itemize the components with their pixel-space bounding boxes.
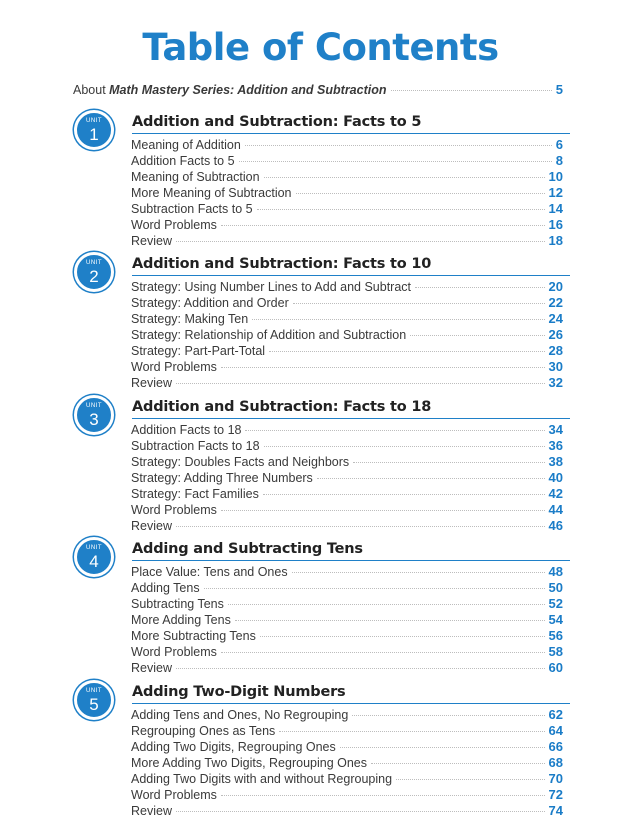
toc-entry-page: 12	[548, 185, 563, 200]
toc-entry[interactable]	[131, 596, 563, 612]
toc-entry-page: 28	[548, 343, 563, 358]
toc-entry-page: 40	[548, 470, 563, 485]
toc-entry-label: Word Problems	[131, 218, 217, 232]
toc-entry-label: Subtracting Tens	[131, 597, 224, 611]
unit-entry-list	[131, 137, 563, 249]
unit-badge-label: UNIT	[86, 403, 102, 409]
dot-leader	[279, 731, 544, 732]
toc-entry-label: Word Problems	[131, 788, 217, 802]
unit-badge-number: 3	[89, 410, 99, 429]
page-title: Table of Contents	[142, 26, 499, 69]
unit-title: Adding Two-Digit Numbers	[132, 684, 570, 704]
unit-entry-list	[131, 422, 563, 534]
toc-entry[interactable]	[131, 295, 563, 311]
unit-badge	[74, 537, 114, 577]
dot-leader	[245, 145, 552, 146]
dot-leader	[221, 652, 545, 653]
toc-entry[interactable]	[131, 233, 563, 249]
toc-entry-label: Adding Tens and Ones, No Regrouping	[131, 708, 349, 722]
toc-entry-label: Meaning of Addition	[131, 138, 241, 152]
toc-entry-label: Strategy: Part-Part-Total	[131, 344, 266, 358]
unit-badge-number: 5	[89, 695, 99, 714]
toc-entry-page: 38	[548, 454, 563, 469]
unit-badge-number: 2	[89, 267, 99, 286]
toc-entry-page: 34	[548, 422, 563, 437]
dot-leader	[353, 462, 544, 463]
toc-entry[interactable]	[131, 375, 563, 391]
dot-leader	[204, 588, 545, 589]
dot-leader	[176, 241, 545, 242]
toc-entry[interactable]	[131, 723, 563, 739]
toc-entry[interactable]	[131, 359, 563, 375]
toc-entry-page: 56	[548, 628, 563, 643]
toc-entry[interactable]	[131, 518, 563, 534]
toc-entry-page: 24	[548, 311, 563, 326]
toc-entry-label: Review	[131, 804, 172, 818]
unit-entry-list	[131, 564, 563, 676]
toc-entry[interactable]	[131, 660, 563, 676]
dot-leader	[245, 430, 544, 431]
toc-entry[interactable]	[131, 755, 563, 771]
toc-entry-page: 72	[548, 787, 563, 802]
unit-entry-list	[131, 279, 563, 391]
dot-leader	[293, 303, 545, 304]
unit-badge	[74, 252, 114, 292]
toc-entry[interactable]	[131, 185, 563, 201]
dot-leader	[221, 510, 545, 511]
unit-title: Addition and Subtraction: Facts to 5	[132, 114, 570, 134]
toc-entry-page: 16	[548, 217, 563, 232]
toc-entry-page: 44	[548, 502, 563, 517]
dot-leader	[352, 715, 544, 716]
toc-entry[interactable]	[131, 137, 563, 153]
unit-badge-label: UNIT	[86, 688, 102, 694]
dot-leader	[340, 747, 545, 748]
unit-badge-number: 4	[89, 552, 99, 571]
dot-leader	[235, 620, 545, 621]
toc-entry-label: Strategy: Addition and Order	[131, 296, 289, 310]
toc-entry[interactable]	[131, 771, 563, 787]
toc-entry-page: 60	[548, 660, 563, 675]
unit-entry-list	[131, 707, 563, 819]
dot-leader	[176, 383, 545, 384]
toc-entry-label: Subtraction Facts to 18	[131, 439, 260, 453]
dot-leader	[296, 193, 545, 194]
about-page-number: 5	[555, 82, 563, 97]
toc-entry[interactable]	[131, 739, 563, 755]
toc-entry[interactable]	[131, 343, 563, 359]
dot-leader	[252, 319, 544, 320]
toc-entry-label: Adding Tens	[131, 581, 200, 595]
toc-entry-page: 20	[548, 279, 563, 294]
toc-entry-page: 22	[548, 295, 563, 310]
dot-leader	[176, 668, 545, 669]
toc-entry-label: Review	[131, 519, 172, 533]
dot-leader	[410, 335, 544, 336]
dot-leader	[260, 636, 545, 637]
toc-entry-label: Review	[131, 661, 172, 675]
toc-entry-label: Review	[131, 234, 172, 248]
toc-entry-label: More Subtracting Tens	[131, 629, 256, 643]
toc-entry-label: Strategy: Adding Three Numbers	[131, 471, 313, 485]
unit-badge	[74, 680, 114, 720]
toc-entry-page: 66	[548, 739, 563, 754]
toc-entry-page: 64	[548, 723, 563, 738]
unit-badge-label: UNIT	[86, 260, 102, 266]
dot-leader	[221, 795, 545, 796]
unit-title: Addition and Subtraction: Facts to 18	[132, 399, 570, 419]
unit-title: Adding and Subtracting Tens	[132, 541, 570, 561]
toc-entry-label: Subtraction Facts to 5	[131, 202, 253, 216]
unit-badge	[74, 395, 114, 435]
about-entry[interactable]	[73, 82, 563, 100]
about-label	[73, 83, 387, 97]
toc-entry-label: Meaning of Subtraction	[131, 170, 260, 184]
dot-leader	[221, 225, 545, 226]
toc-entry[interactable]	[131, 153, 563, 169]
toc-entry[interactable]	[131, 612, 563, 628]
toc-entry-label: Regrouping Ones as Tens	[131, 724, 276, 738]
toc-entry-page: 46	[548, 518, 563, 533]
toc-entry-label: Strategy: Relationship of Addition and Subtraction	[131, 328, 407, 342]
about-prefix: About	[73, 83, 110, 97]
toc-entry-page: 30	[548, 359, 563, 374]
toc-entry[interactable]	[131, 470, 563, 486]
toc-entry-page: 58	[548, 644, 563, 659]
toc-entry-label: Strategy: Doubles Facts and Neighbors	[131, 455, 350, 469]
dot-leader	[228, 604, 545, 605]
dot-leader	[396, 779, 544, 780]
toc-entry-label: Review	[131, 376, 172, 390]
dot-leader	[221, 367, 545, 368]
dot-leader	[269, 351, 544, 352]
toc-entry[interactable]	[131, 628, 563, 644]
toc-entry[interactable]	[131, 803, 563, 819]
toc-entry-page: 26	[548, 327, 563, 342]
dot-leader	[176, 811, 545, 812]
dot-leader	[391, 90, 552, 91]
unit-badge-label: UNIT	[86, 118, 102, 124]
toc-entry-page: 36	[548, 438, 563, 453]
unit-title: Addition and Subtraction: Facts to 10	[132, 256, 570, 276]
toc-entry[interactable]	[131, 311, 563, 327]
toc-entry-label: Place Value: Tens and Ones	[131, 565, 288, 579]
toc-entry[interactable]	[131, 217, 563, 233]
toc-entry-page: 10	[548, 169, 563, 184]
toc-entry-label: More Meaning of Subtraction	[131, 186, 292, 200]
toc-entry-label: Addition Facts to 5	[131, 154, 235, 168]
toc-entry-page: 32	[548, 375, 563, 390]
toc-entry-label: Word Problems	[131, 360, 217, 374]
dot-leader	[292, 572, 545, 573]
toc-entry-page: 48	[548, 564, 563, 579]
toc-entry-label: More Adding Tens	[131, 613, 231, 627]
toc-entry-page: 68	[548, 755, 563, 770]
toc-entry[interactable]	[131, 644, 563, 660]
toc-entry[interactable]	[131, 580, 563, 596]
toc-entry-page: 8	[555, 153, 563, 168]
toc-entry-page: 50	[548, 580, 563, 595]
dot-leader	[263, 494, 545, 495]
toc-entry-label: Strategy: Fact Families	[131, 487, 259, 501]
toc-entry-page: 42	[548, 486, 563, 501]
toc-entry-page: 54	[548, 612, 563, 627]
toc-entry-page: 74	[548, 803, 563, 818]
unit-badge-number: 1	[89, 125, 99, 144]
toc-entry-label: Word Problems	[131, 503, 217, 517]
toc-entry-page: 62	[548, 707, 563, 722]
toc-entry[interactable]	[131, 279, 563, 295]
dot-leader	[239, 161, 552, 162]
toc-entry-label: Strategy: Using Number Lines to Add and Subtract	[131, 280, 412, 294]
toc-entry-label: Strategy: Making Ten	[131, 312, 249, 326]
toc-entry[interactable]	[131, 438, 563, 454]
toc-entry[interactable]	[131, 422, 563, 438]
toc-entry-page: 14	[548, 201, 563, 216]
unit-badge-label: UNIT	[86, 545, 102, 551]
toc-entry-label: Adding Two Digits with and without Regrouping	[131, 772, 393, 786]
toc-entry[interactable]	[131, 169, 563, 185]
dot-leader	[176, 526, 545, 527]
toc-entry[interactable]	[131, 486, 563, 502]
toc-entry-page: 18	[548, 233, 563, 248]
dot-leader	[264, 446, 545, 447]
about-series-title: Math Mastery Series: Addition and Subtraction	[109, 83, 387, 97]
toc-entry-label: Adding Two Digits, Regrouping Ones	[131, 740, 336, 754]
unit-badge	[74, 110, 114, 150]
toc-entry[interactable]	[131, 201, 563, 217]
toc-entry-label: More Adding Two Digits, Regrouping Ones	[131, 756, 368, 770]
toc-entry[interactable]	[131, 502, 563, 518]
dot-leader	[415, 287, 545, 288]
toc-entry[interactable]	[131, 707, 563, 723]
toc-entry-page: 70	[548, 771, 563, 786]
dot-leader	[264, 177, 545, 178]
toc-entry[interactable]	[131, 454, 563, 470]
toc-entry[interactable]	[131, 564, 563, 580]
toc-entry[interactable]	[131, 787, 563, 803]
dot-leader	[371, 763, 545, 764]
dot-leader	[257, 209, 545, 210]
toc-entry-page: 52	[548, 596, 563, 611]
toc-entry[interactable]	[131, 327, 563, 343]
dot-leader	[317, 478, 545, 479]
toc-entry-label: Addition Facts to 18	[131, 423, 242, 437]
toc-entry-label: Word Problems	[131, 645, 217, 659]
toc-entry-page: 6	[555, 137, 563, 152]
